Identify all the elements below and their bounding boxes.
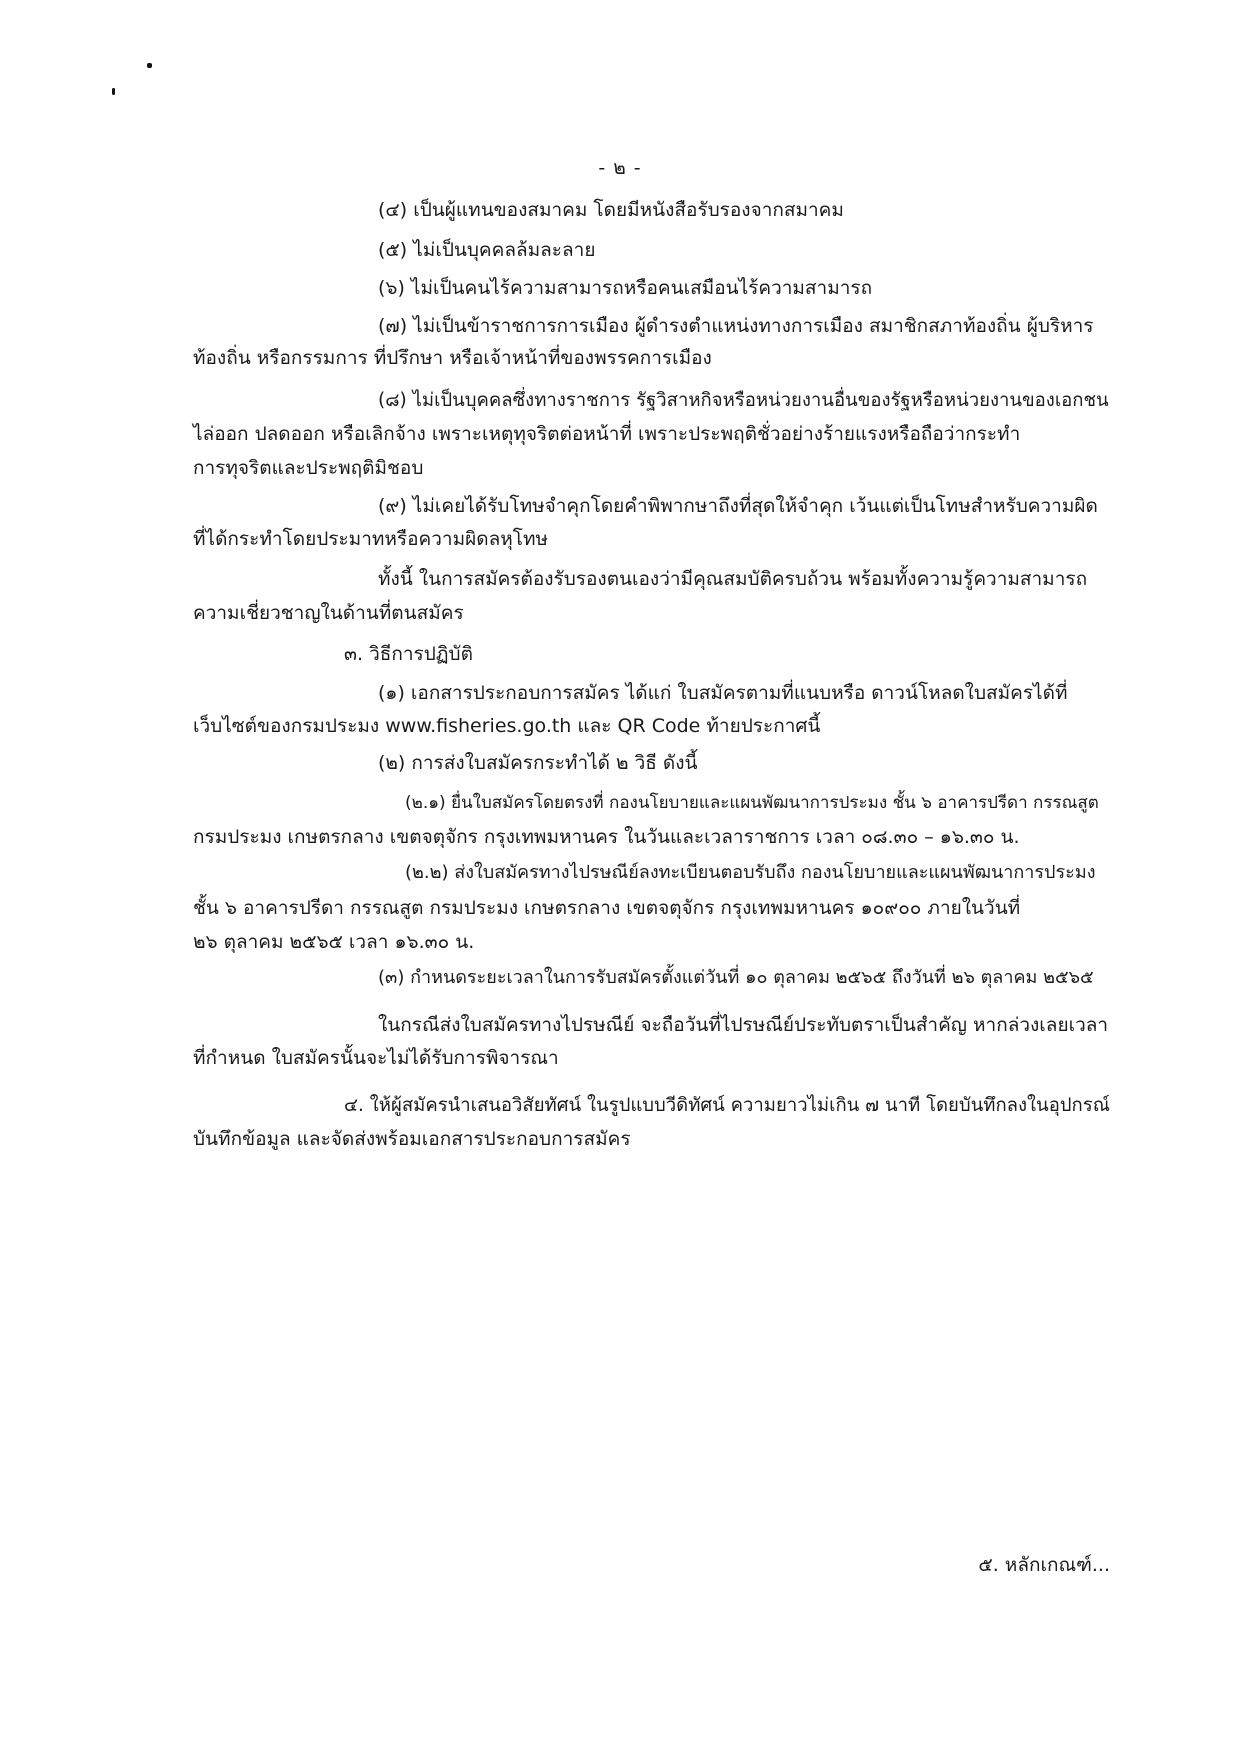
item-7-line-2: ท้องถิ่น หรือกรรมการ ที่ปรึกษา หรือเจ้าหน้าที่ของพรรคการเมือง (193, 347, 712, 369)
item-8-line-1: (๘) ไม่เป็นบุคคลซึ่งทางราชการ รัฐวิสาหกิจหรือหน่วยงานอื่นของรัฐหรือหน่วยงานของเอกชน (378, 390, 1109, 411)
sec3-item-2-line: (๒) การส่งใบสมัครกระทำได้ ๒ วิธี ดังนี้ (378, 752, 698, 774)
sec3-item-2-2-line-3: ๒๖ ตุลาคม ๒๕๖๕ เวลา ๑๖.๓๐ น. (193, 931, 475, 953)
postal-note-line-2: ที่กำหนด ใบสมัครนั้นจะไม่ได้รับการพิจารณา (193, 1047, 559, 1069)
section-3-heading: ๓. วิธีการปฏิบัติ (344, 643, 473, 665)
item-4-line: (๔) เป็นผู้แทนของสมาคม โดยมีหนังสือรับรองจากสมาคม (378, 199, 844, 221)
sec3-item-1-line-2: เว็บไซต์ของกรมประมง www.fisheries.go.th และ QR Code ท้ายประกาศนี้ (193, 715, 821, 737)
sec3-item-2-2-line-1: (๒.๒) ส่งใบสมัครทางไปรษณีย์ลงทะเบียนตอบรับถึง กองนโยบายและแผนพัฒนาการประมง (405, 862, 1096, 883)
sec3-item-3-line: (๓) กำหนดระยะเวลาในการรับสมัครตั้งแต่วันที่ ๑๐ ตุลาคม ๒๕๖๕ ถึงวันที่ ๒๖ ตุลาคม ๒๕๖๕ (378, 967, 1094, 988)
item-6-line: (๖) ไม่เป็นคนไร้ความสามารถหรือคนเสมือนไร้ความสามารถ (378, 277, 873, 299)
page-number: - ๒ - (598, 157, 642, 179)
note-line-1: ทั้งนี้ ในการสมัครต้องรับรองตนเองว่ามีคุณสมบัติครบถ้วน พร้อมทั้งความรู้ความสามารถ (378, 568, 1088, 590)
item-7-line-1: (๗) ไม่เป็นข้าราชการการเมือง ผู้ดำรงตำแหน่งทางการเมือง สมาชิกสภาท้องถิ่น ผู้บริหาร (378, 315, 1094, 337)
section-4-line-2: บันทึกข้อมูล และจัดส่งพร้อมเอกสารประกอบการสมัคร (193, 1128, 631, 1150)
sec3-item-2-1-line-2: กรมประมง เกษตรกลาง เขตจตุจักร กรุงเทพมหานคร ในวันและเวลาราชการ เวลา ๐๘.๓๐ – ๑๖.๓๐ น. (193, 826, 1020, 848)
scan-speck (147, 63, 152, 68)
sec3-item-1-line-1: (๑) เอกสารประกอบการสมัคร ได้แก่ ใบสมัครตามที่แนบหรือ ดาวน์โหลดใบสมัครได้ที่ (378, 682, 1068, 704)
item-8-line-2: ไล่ออก ปลดออก หรือเลิกจ้าง เพราะเหตุทุจริตต่อหน้าที่ เพราะประพฤติชั่วอย่างร้ายแรงหรือถือว่ากระทำ (193, 423, 1021, 445)
item-9-line-1: (๙) ไม่เคยได้รับโทษจำคุกโดยคำพิพากษาถึงที่สุดให้จำคุก เว้นแต่เป็นโทษสำหรับความผิด (378, 495, 1098, 517)
item-8-line-3: การทุจริตและประพฤติมิชอบ (193, 457, 424, 479)
note-line-2: ความเชี่ยวชาญในด้านที่ตนสมัคร (193, 602, 464, 624)
scan-speck (112, 88, 115, 95)
item-5-line: (๕) ไม่เป็นบุคคลล้มละลาย (378, 239, 596, 261)
sec3-item-2-1-line-1: (๒.๑) ยื่นใบสมัครโดยตรงที่ กองนโยบายและแผนพัฒนาการประมง ชั้น ๖ อาคารปรีดา กรรณสูต (405, 793, 1099, 813)
section-4-line-1: ๔. ให้ผู้สมัครนำเสนอวิสัยทัศน์ ในรูปแบบวีดิทัศน์ ความยาวไม่เกิน ๗ นาที โดยบันทึกลงในอุปกรณ์ (344, 1095, 1110, 1116)
item-9-line-2: ที่ได้กระทำโดยประมาทหรือความผิดลหุโทษ (193, 528, 548, 550)
sec3-item-2-2-line-2: ชั้น ๖ อาคารปรีดา กรรณสูต กรมประมง เกษตรกลาง เขตจตุจักร กรุงเทพมหานคร ๑๐๙๐๐ ภายในวันที่ (193, 897, 1021, 919)
postal-note-line-1: ในกรณีส่งใบสมัครทางไปรษณีย์ จะถือวันที่ไปรษณีย์ประทับตราเป็นสำคัญ หากล่วงเลยเวลา (378, 1014, 1109, 1036)
continuation-footer: ๕. หลักเกณฑ์... (978, 1554, 1110, 1576)
